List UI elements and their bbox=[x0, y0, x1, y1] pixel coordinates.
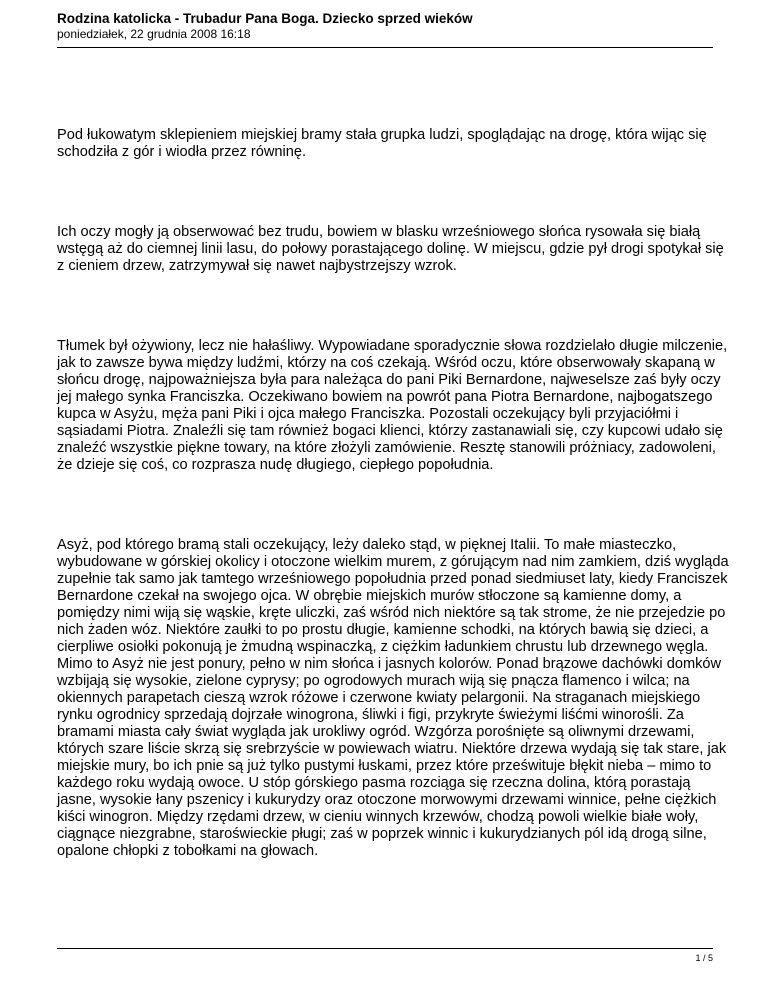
page-header bbox=[57, 10, 717, 42]
page-number: 1 / 5 bbox=[695, 953, 713, 963]
paragraph-1: Pod łukowatym sklepieniem miejskiej bramy stała grupka ludzi, spoglądając na drogę, która wijąc się schodziła z gór i wiodła przez równinę. bbox=[57, 127, 707, 160]
paragraph-3: Tłumek był ożywiony, lecz nie hałaśliwy. Wypowiadane sporadycznie słowa rozdzielało długie milczenie, jak to zawsze bywa między ludźmi, którzy na coś czekają. Wśród oczu, które obserwowały skapaną w słońcu drogę, najpoważniejsza była para należąca do pani Piki Bernardone, najweselsze zaś były oczy jej małego synka Franciszka. Oczekiwano bowiem na powrót pana Piotra Bernardone, najbogatszego kupca w Asyżu, męża pani Piki i ojca małego Franciszka. Pozostali oczekujący byli przyjaciółmi i sąsiadami Piotra. Znaleźli się tam również bogaci klienci, którzy zastanawiali się, czy kupcowi udało się znaleźć wszystkie piękne towary, na które złożyli zamówienie. Resztę stanowili próżniacy, zadowoleni, że dzieje się coś, co rozprasza nudę długiego, ciepłego popołudnia. bbox=[57, 338, 728, 473]
paragraph-2: Ich oczy mogły ją obserwować bez trudu, bowiem w blasku wrześniowego słońca rysowała się białą wstęgą aż do ciemnej linii lasu, do połowy porastającego dolinę. W miejscu, gdzie pył drogi spotykał się z cieniem drzew, zatrzymywał się nawet najbystrzejszy wzrok. bbox=[57, 224, 724, 274]
document-title: Rodzina katolicka - Trubadur Pana Boga. Dziecko sprzed wieków bbox=[57, 11, 473, 26]
footer-divider bbox=[57, 948, 713, 949]
paragraph-4: Asyż, pod którego bramą stali oczekujący, leży daleko stąd, w pięknej Italii. To małe miasteczko, wybudowane w górskiej okolicy i otoczone wielkim murem, z górującym nad nim zamkiem, dziś wygląda zupełnie tak samo jak tamtego wrześniowego popołudnia przed ponad siedmiuset laty, kiedy Franciszek Bernardone czekał na swojego ojca. W obrębie miejskich murów stłoczone są kamienne domy, a pomiędzy nimi wiją się wąskie, kręte uliczki, zaś wśród nich niektóre są tak strome, że nie przejedzie po nich żaden wóz. Niektóre zaułki to po prostu długie, kamienne schodki, na których bawią się dzieci, a cierpliwe osiołki pokonują je żmudną wspinaczką, z ciężkim ładunkiem chrustu lub drzewnego węgla. Mimo to Asyż nie jest ponury, pełno w nim słońca i jasnych kolorów. Ponad brązowe dachówki domków wzbijają się wysokie, zielone cyprysy; po ogrodowych murach wiją się pnącza flamenco i wilca; na okiennych parapetach cieszą wzrok różowe i czerwone kwiaty pelargonii. Na straganach miejskiego rynku ogrodnicy sprzedają dojrzałe winogrona, śliwki i figi, przykryte świeżymi liśćmi winorośli. Za bramami miasta cały świat wygląda jak urokliwy ogród. Wzgórza porośnięte są oliwnymi drzewami, których szare liście skrzą się srebrzyście w powiewach wiatru. Niektóre drzewa wydają się tak stare, jak miejskie mury, bo ich pnie są już tylko pustymi łuskami, przez które prześwituje błękit nieba – mimo to każdego roku wydają owoce. U stóp górskiego pasma rozciąga się rzeczna dolina, którą porastają jasne, wysokie łany pszenicy i kukurydzy oraz otoczone morwowymi drzewami winnice, pełne ciężkich kiści winogron. Między rzędami drzew, w cieniu winnych krzewów, chodzą powoli wielkie białe woły, ciągnące niezgrabne, staroświeckie pługi; zaś w poprzek winnic i kukurydzianych pól idą drogą silne, opalone chłopki z tobołkami na głowach. bbox=[57, 537, 729, 859]
document-date: poniedziałek, 22 grudnia 2008 16:18 bbox=[57, 27, 251, 41]
article-body bbox=[57, 127, 729, 860]
header-divider bbox=[57, 47, 713, 48]
